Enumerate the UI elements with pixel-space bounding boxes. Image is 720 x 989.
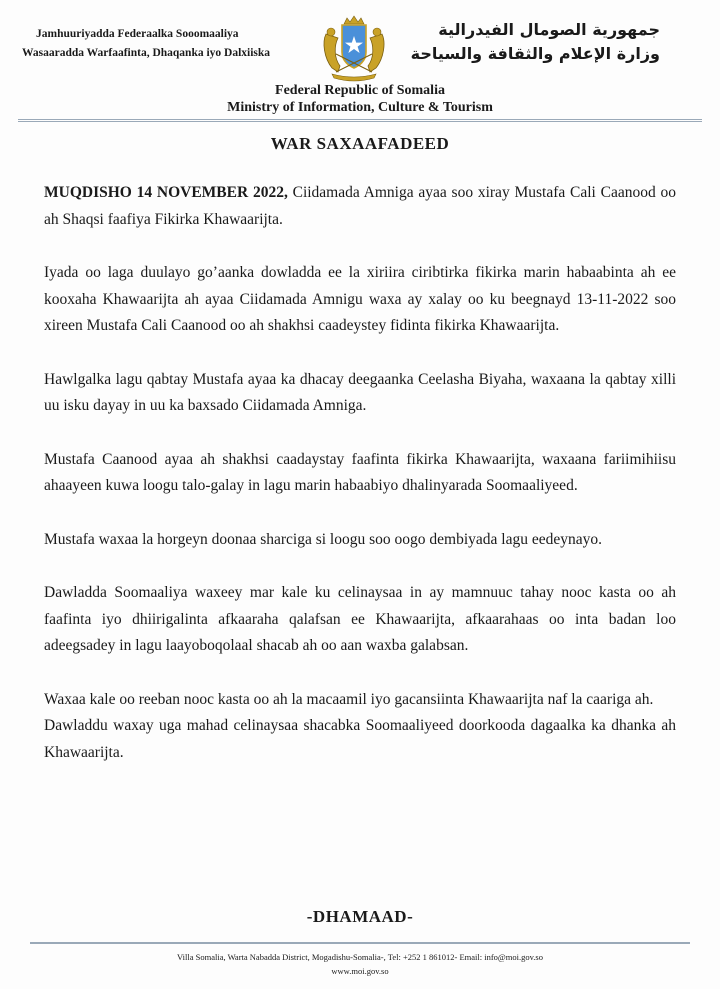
arabic-ministry-name: وزارة الإعلام والثقافة والسياحة [410, 44, 660, 63]
footer-address: Villa Somalia, Warta Nabadda District, Mogadishu-Somalia-, Tel: +252 1 861012- Email: info@moi.gov.so [177, 952, 543, 962]
letterhead-somali [22, 25, 270, 63]
somalia-coat-of-arms-icon [318, 14, 390, 82]
footer [0, 950, 720, 978]
paragraph-8: Dawladdu waxay uga mahad celinaysaa shacabka Soomaaliyeed doorkooda dagaalka ka dhanka ah Khawaarijta. [44, 717, 676, 761]
paragraph-3: Hawlgalka lagu qabtay Mustafa ayaa ka dhacay deegaanka Ceelasha Biyaha, waxaana la qabtay xilli uu isku dayay in uu ka baxsado Ciidamada Amniga. [44, 370, 676, 414]
english-ministry-name: Ministry of Information, Culture & Tourism [227, 100, 493, 115]
footer-website: www.moi.gov.so [331, 966, 389, 976]
paragraph-1 [44, 180, 676, 233]
letterhead [0, 0, 720, 120]
document-body [44, 180, 676, 766]
paragraph-2: Iyada oo laga duulayo go’aanka dowladda ee la xiriira ciribtirka fikirka marin habaabinta ah ee kooxaha Khawaarijta ah ayaa Ciidamada Amnigu waxa ay xalay oo ku beegnayd 13-11-2022 soo xireen Mustafa Cali Caanood oo ah shakhsi caadeystey fidinta fikirka Khawaarijta. [44, 264, 676, 334]
header-divider [18, 119, 702, 122]
end-mark: -DHAMAAD- [306, 907, 414, 926]
paragraph-1-text: Ciidamada Amniga ayaa soo xiray Mustafa Cali Caanood oo ah Shaqsi faafiya Fikirka Khawaarijta. [44, 184, 677, 228]
dateline: MUQDISHO 14 NOVEMBER 2022, [44, 184, 288, 201]
letterhead-english [0, 82, 720, 116]
letterhead-arabic [411, 18, 660, 66]
paragraph-4: Mustafa Caanood ayaa ah shakhsi caadaystay faafinta fikirka Khawaarijta, waxaana fariimihiisu ahaayeen kuwa loogu talo-galay in lagu marin habaabiyo dhalinyarada Soomaaliyeed. [44, 450, 676, 494]
arabic-republic-name: جمهورية الصومال الفيدرالية [438, 20, 660, 39]
english-republic-name: Federal Republic of Somalia [275, 83, 445, 98]
paragraph-7: Waxaa kale oo reeban nooc kasta oo ah la macaamil iyo gacansiinta Khawaarijta naf la caariga ah. [44, 690, 654, 708]
paragraph-6: Dawladda Soomaaliya waxeey mar kale ku celinaysaa in ay mamnuuc tahay nooc kasta oo ah faafinta iyo dhiirigalinta afkaaraha qalafsan ee Khawaarijta, afkaarahaas oo inta badan loo adeegsadey in lagu laayoboqolaal shacab ah oo aan waxba galabsan. [44, 584, 676, 654]
somali-republic-name: Jamhuuriyadda Federaalka Sooomaaliya [36, 28, 239, 40]
document-title: WAR SAXAAFADEED [270, 134, 450, 153]
somali-ministry-name: Wasaaradda Warfaafinta, Dhaqanka iyo Dalxiiska [22, 47, 271, 59]
footer-divider [30, 942, 690, 944]
paragraph-5: Mustafa waxaa la horgeyn doonaa sharciga si loogu soo oogo dembiyada lagu eedeynayo. [44, 530, 602, 548]
